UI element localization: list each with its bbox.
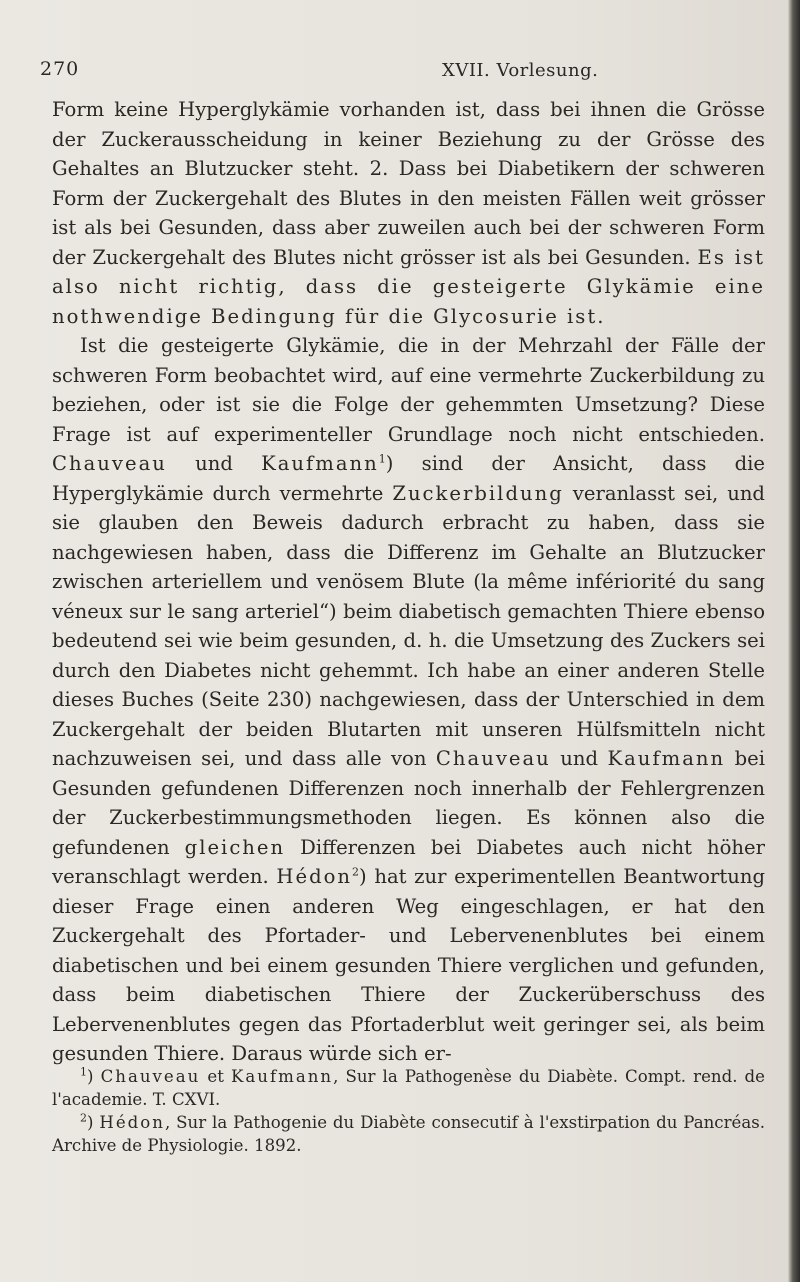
text-run: , Sur la Pathogenie du Diabète consecutif à l'exstirpation du Pancréas. Archive de Physiologie. 1892.: [52, 1113, 766, 1155]
footnote-2: [52, 1111, 765, 1157]
page-number: 270: [40, 58, 80, 80]
author-name: Chauveau: [52, 452, 167, 475]
footnote-1: [52, 1065, 765, 1111]
text-run: ): [87, 1067, 101, 1086]
text-run: Form keine Hyperglykämie vorhanden ist, dass bei ihnen die Grösse der Zuckerausscheidung in keiner Beziehung zu der Grösse des Gehaltes an Blutzucker steht. 2. Dass bei Diabetikern der schweren Form der Zuckergehalt des Blutes in den meisten Fällen weit grösser ist als bei Gesunden, dass aber zuweilen auch bei der schweren Form der Zuckergehalt des Blutes nicht grösser ist als bei Gesunden.: [52, 98, 765, 269]
emphasized-text: Es ist also nicht richtig, dass die gesteigerte Glykämie eine nothwendige Bedingung für die Glycosurie ist.: [52, 245, 765, 328]
running-head: XVII. Vorlesung.: [442, 60, 599, 81]
emphasized-text: gleichen: [184, 835, 286, 859]
footnote-ref: 2: [352, 865, 360, 879]
text-run: ) sind der Ansicht, dass die Hyperglykämie durch vermehrte: [52, 452, 765, 505]
text-run: , Sur la Pathogenèse du Diabète. Compt. rend. de l'academie. T. CXVI.: [52, 1067, 765, 1109]
body-text: [52, 95, 765, 1069]
text-run: Differenzen bei Diabetes auch nicht höher veranschlagt werden.: [52, 835, 765, 888]
footnote-ref: 1: [378, 452, 386, 466]
paragraph-1: [52, 95, 765, 331]
text-run: bei Gesunden gefundenen Differenzen noch innerhalb der Fehlergrenzen der Zuckerbestimmungsmethoden liegen. Es können also die gefundenen: [52, 747, 765, 859]
footnote-marker: 1: [80, 1065, 87, 1079]
text-run: und: [550, 747, 608, 770]
text-run: veranlasst sei, und sie glauben den Beweis dadurch erbracht zu haben, dass sie nachgewiesen haben, dass die Differenz im Gehalte an Blutzucker zwischen arteriellem und venösem Blute (la même infériorité du sang véneux sur le sang arteriel“) beim diabetisch gemachten Thiere ebenso bedeutend sei wie beim gesunden, d. h. die Umsetzung des Zuckers sei durch den Diabetes nicht gehemmt. Ich habe an einer anderen Stelle dieses Buches (Seite 230) nachgewiesen, dass der Unterschied in dem Zuckergehalt der beiden Blutarten mit unseren Hülfsmitteln nicht nachzuweisen sei, und dass alle von: [52, 481, 765, 770]
author-name: Hédon: [276, 865, 353, 888]
text-run: ): [87, 1113, 100, 1132]
page-header: [40, 58, 770, 84]
author-name: Chauveau: [100, 1067, 201, 1086]
author-name: Kaufmann: [607, 747, 726, 770]
text-run: Ist die gesteigerte Glykämie, die in der Mehrzahl der Fälle der schweren Form beobachtet wird, auf eine vermehrte Zuckerbildung zu beziehen, oder ist sie die Folge der gehemmten Umsetzung? Diese Frage ist auf experimenteller Grundlage noch nicht entschieden.: [52, 334, 765, 446]
text-run: et: [200, 1067, 231, 1086]
footnote-marker: 2: [80, 1111, 87, 1125]
author-name: Kaufmann: [261, 452, 379, 475]
author-name: Chauveau: [435, 747, 551, 770]
paragraph-2: [52, 331, 765, 1069]
footnotes: [52, 1065, 765, 1157]
emphasized-text: Zuckerbildung: [392, 481, 564, 505]
page-edge-shadow: [788, 0, 800, 1282]
text-run: und: [166, 452, 262, 475]
author-name: Kaufmann: [230, 1067, 334, 1086]
author-name: Hédon: [99, 1113, 165, 1132]
text-run: ) hat zur experimentellen Beantwortung dieser Frage einen anderen Weg eingeschlagen, er hat den Zuckergehalt des Pfortader- und Lebervenenblutes bei einem diabetischen und bei einem gesunden Thiere verglichen und gefunden, dass beim diabetischen Thiere der Zuckerüberschuss des Lebervenenblutes gegen das Pfortaderblut weit geringer sei, als beim gesunden Thiere. Daraus würde sich er-: [52, 865, 765, 1065]
